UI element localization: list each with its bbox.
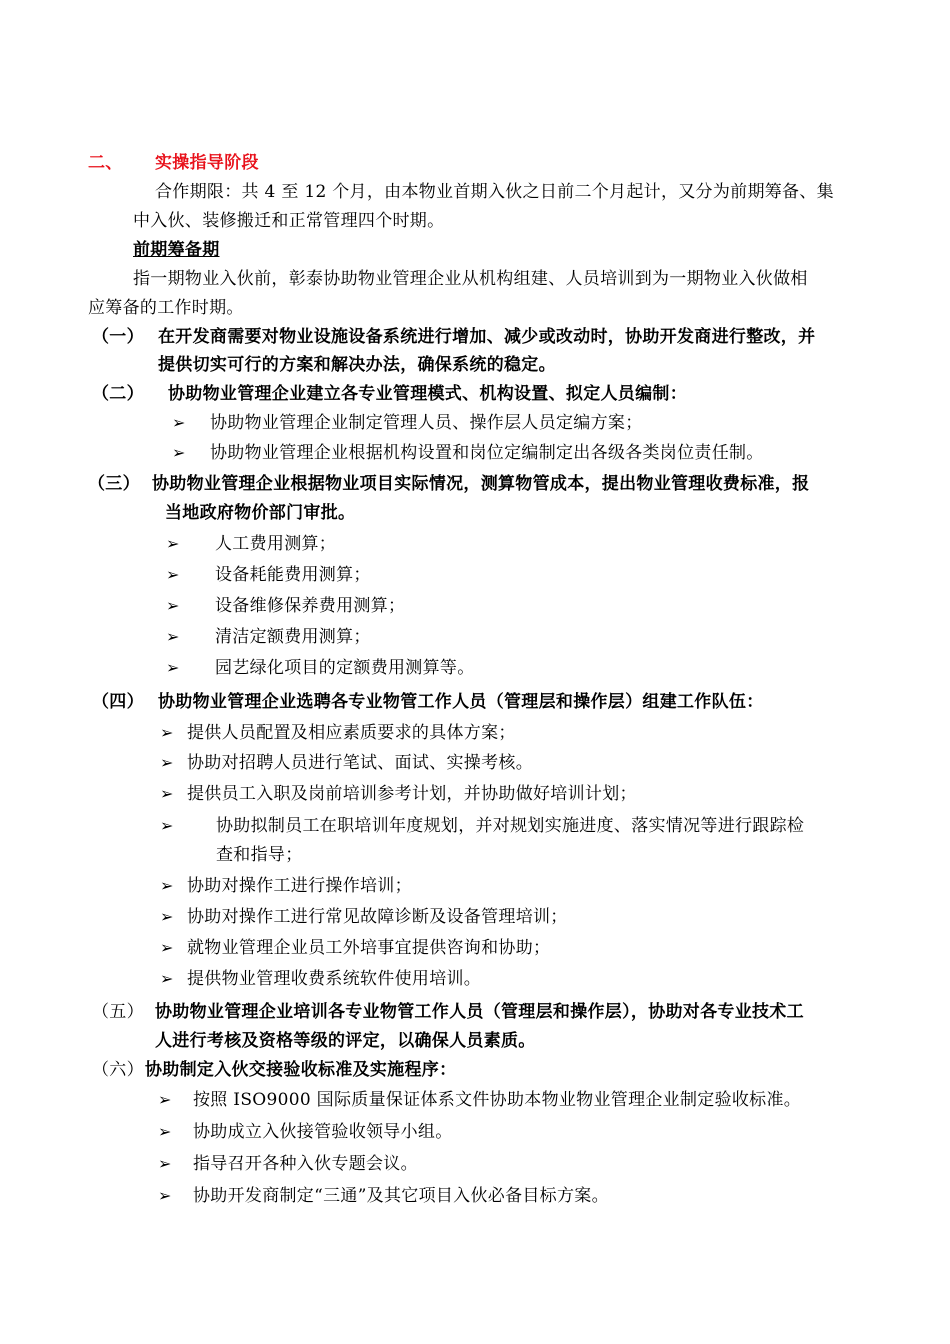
bullet-arrow-icon: ➢ [158,1154,172,1173]
bullet-arrow-icon: ➢ [160,753,174,772]
bullet-arrow-icon: ➢ [158,1122,172,1141]
bullet-arrow-icon: ➢ [160,907,174,926]
item4-bullet: 就物业管理企业员工外培事宜提供咨询和协助； [187,938,551,958]
item4-number: （四） [92,692,144,712]
item2-title: 协助物业管理企业建立各专业管理模式、机构设置、拟定人员编制： [168,384,687,404]
item4-bullet: 协助拟制员工在职培训年度规划，并对规划实施进度、落实情况等进行跟踪检 [216,816,805,836]
bullet-arrow-icon: ➢ [172,443,186,462]
item4-title: 协助物业管理企业选聘各专业物管工作人员（管理层和操作层）组建工作队伍： [158,692,764,712]
bullet-arrow-icon: ➢ [160,784,174,803]
bullet-arrow-icon: ➢ [166,658,180,677]
item4-bullet-continuation: 查和指导； [216,845,303,865]
bullet-arrow-icon: ➢ [158,1186,172,1205]
bullet-arrow-icon: ➢ [160,969,174,988]
bullet-arrow-icon: ➢ [160,876,174,895]
item5-line-1: 协助物业管理企业培训各专业物管工作人员（管理层和操作层），协助对各专业技术工 [155,1002,804,1022]
item2-number: （二） [92,384,144,404]
item4-bullet: 协助对招聘人员进行笔试、面试、实操考核。 [187,753,533,773]
bullet-arrow-icon: ➢ [158,1090,172,1109]
item3-bullet: 设备耗能费用测算； [215,565,371,585]
intro-line-1: 合作期限：共 4 至 12 个月，由本物业首期入伙之日前二个月起计，又分为前期筹备、集 [155,182,834,202]
bullet-arrow-icon: ➢ [160,816,174,835]
item3-line-1: 协助物业管理企业根据物业项目实际情况，测算物管成本，提出物业管理收费标准，报 [152,474,810,494]
intro-line-2: 中入伙、装修搬迁和正常管理四个时期。 [133,211,445,231]
item6-bullet: 按照 ISO9000 国际质量保证体系文件协助本物业物业管理企业制定验收标准。 [193,1090,802,1110]
bullet-arrow-icon: ➢ [160,723,174,742]
phase-title: 前期筹备期 [133,240,220,260]
bullet-arrow-icon: ➢ [166,534,180,553]
item5-number: （五） [92,1002,144,1022]
item6-bullet: 指导召开各种入伙专题会议。 [193,1154,418,1174]
item6-number: （六） [92,1060,144,1080]
item3-bullet: 清洁定额费用测算； [215,627,371,647]
item3-bullet: 设备维修保养费用测算； [215,596,406,616]
bullet-arrow-icon: ➢ [166,627,180,646]
item3-bullet: 人工费用测算； [215,534,337,554]
phase-desc-line-2: 应筹备的工作时期。 [88,298,244,318]
bullet-arrow-icon: ➢ [160,938,174,957]
bullet-arrow-icon: ➢ [172,413,186,432]
item5-line-2: 人进行考核及资格等级的评定，以确保人员素质。 [155,1031,536,1051]
item3-bullet: 园艺绿化项目的定额费用测算等。 [215,658,475,678]
phase-desc-line-1: 指一期物业入伙前，彰泰协助物业管理企业从机构组建、人员培训到为一期物业入伙做相 [133,269,808,289]
item4-bullet: 提供物业管理收费系统软件使用培训。 [187,969,482,989]
item4-bullet: 协助对操作工进行常见故障诊断及设备管理培训； [187,907,568,927]
item4-bullet: 提供人员配置及相应素质要求的具体方案； [187,723,516,743]
item4-bullet: 提供员工入职及岗前培训参考计划，并协助做好培训计划； [187,784,637,804]
item3-line-2: 当地政府物价部门审批。 [165,503,356,523]
item2-bullet: 协助物业管理企业根据机构设置和岗位定编制定出各级各类岗位责任制。 [210,443,764,463]
item1-line-2: 提供切实可行的方案和解决办法，确保系统的稳定。 [158,355,556,375]
item2-bullet: 协助物业管理企业制定管理人员、操作层人员定编方案； [210,413,643,433]
item4-bullet: 协助对操作工进行操作培训； [187,876,412,896]
item6-title: 协助制定入伙交接验收标准及实施程序： [145,1060,457,1080]
item6-bullet: 协助开发商制定“三通”及其它项目入伙必备目标方案。 [193,1186,609,1206]
section-number: 二、 [88,153,123,173]
bullet-arrow-icon: ➢ [166,596,180,615]
item6-bullet: 协助成立入伙接管验收领导小组。 [193,1122,453,1142]
bullet-arrow-icon: ➢ [166,565,180,584]
section-title: 实操指导阶段 [155,153,259,173]
item1-number: （一） [92,327,144,347]
item3-number: （三） [88,474,140,494]
item1-line-1: 在开发商需要对物业设施设备系统进行增加、减少或改动时，协助开发商进行整改，并 [158,327,816,347]
